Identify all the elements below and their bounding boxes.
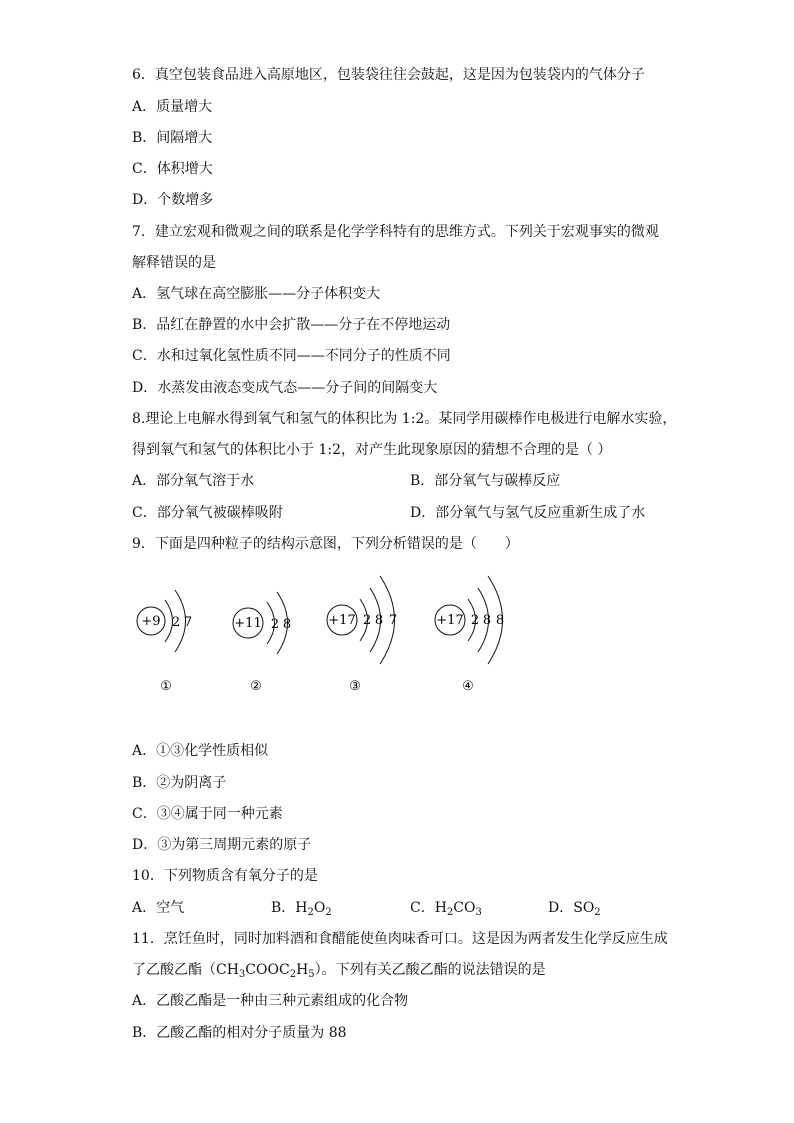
q9-option-a: A．①③化学性质相似 <box>132 743 269 759</box>
particle-3-shell-1: 2 <box>362 613 372 628</box>
q8-stem-line2: 得到氧气和氢气的体积比小于 1:2，对产生此现象原因的猜想不合理的是（ ） <box>132 442 612 458</box>
q11-option-a: A．乙酸乙酯是一种由三种元素组成的化合物 <box>132 993 409 1009</box>
particle-2-shell-2: 8 <box>282 617 292 632</box>
q9-stem: 9．下面是四种粒子的结构示意图，下列分析错误的是（ ） <box>132 536 519 552</box>
particle-4-nucleus: +17 <box>436 613 464 628</box>
particle-diagram-2 <box>233 592 291 694</box>
particle-diagram-1 <box>137 590 192 694</box>
q8-option-c: C．部分氧气被碳棒吸附 <box>132 505 283 521</box>
particle-1-nucleus: +9 <box>141 614 161 629</box>
q7-stem-line1: 7．建立宏观和微观之间的联系是化学学科特有的思维方式。下列关于宏观事实的微观 <box>132 224 659 240</box>
q10-option-b: B．$H_2O_2$ <box>271 900 332 918</box>
q9-option-b: B．②为阴离子 <box>132 775 227 791</box>
q8-option-d: D．部分氧气与氢气反应重新生成了水 <box>410 505 646 521</box>
particle-2-label: ② <box>250 679 262 694</box>
particle-1-shell-2: 7 <box>183 615 193 630</box>
particle-3-shell-2: 8 <box>374 613 384 628</box>
q11-option-b: B．乙酸乙酯的相对分子质量为 88 <box>132 1025 347 1041</box>
particle-4-shell-3: 8 <box>495 613 505 628</box>
particle-1-label: ① <box>160 679 172 694</box>
particle-3-nucleus: +17 <box>328 613 356 628</box>
q11-stem-line1: 11．烹饪鱼时，同时加料酒和食醋能使鱼肉味香可口。这是因为两者发生化学反应生成 <box>132 931 668 947</box>
q6-option-d: D．个数增多 <box>132 192 214 208</box>
particle-2-nucleus: +11 <box>234 616 262 631</box>
q7-stem-line2: 解释错误的是 <box>132 255 216 271</box>
q8-stem-line1: 8.理论上电解水得到氧气和氢气的体积比为 1:2。某同学用碳棒作电极进行电解水实验， <box>132 411 677 427</box>
q10-option-d: D．$SO_2$ <box>548 900 601 918</box>
q10-option-c: C．$H_2CO_3$ <box>410 900 482 918</box>
q7-option-b: B．品红在静置的水中会扩散——分子在不停地运动 <box>132 317 451 333</box>
particle-3-shell-3: 7 <box>388 613 398 628</box>
particle-3-label: ③ <box>349 679 361 694</box>
particle-4-shell-2: 8 <box>482 613 492 628</box>
q9-option-c: C．③④属于同一种元素 <box>132 806 283 822</box>
q6-stem: 6．真空包装食品进入高原地区，包装袋往往会鼓起，这是因为包装袋内的气体分子 <box>132 67 645 83</box>
q6-option-c: C．体积增大 <box>132 161 213 177</box>
q6-option-a: A．质量增大 <box>132 99 213 115</box>
particle-1-shell-1: 2 <box>171 615 181 630</box>
q9-option-d: D．③为第三周期元素的原子 <box>132 837 312 853</box>
q7-option-a: A．氢气球在高空膨胀——分子体积变大 <box>132 286 381 302</box>
q10-stem: 10．下列物质含有氧分子的是 <box>132 868 318 884</box>
particle-4-label: ④ <box>462 679 474 694</box>
q6-option-b: B．间隔增大 <box>132 130 213 146</box>
q10-option-a: A．空气 <box>132 900 185 916</box>
particle-4-shell-1: 2 <box>470 613 480 628</box>
particle-diagram-4 <box>435 576 504 694</box>
q8-option-b: B．部分氧气与碳棒反应 <box>410 473 561 489</box>
q11-stem-line2: 了乙酸乙酯$(CH_3COOC_2H_5)$。下列有关乙酸乙酯的说法错误的是 <box>132 962 546 980</box>
q8-option-a: A．部分氧气溶于水 <box>132 473 255 489</box>
q7-option-d: D．水蒸发由液态变成气态——分子间的间隔变大 <box>132 380 438 396</box>
q7-option-c: C．水和过氧化氢性质不同——不同分子的性质不同 <box>132 348 451 364</box>
particle-structure-diagrams <box>120 566 540 706</box>
particle-diagram-3 <box>327 576 397 694</box>
particle-2-shell-1: 2 <box>270 617 280 632</box>
